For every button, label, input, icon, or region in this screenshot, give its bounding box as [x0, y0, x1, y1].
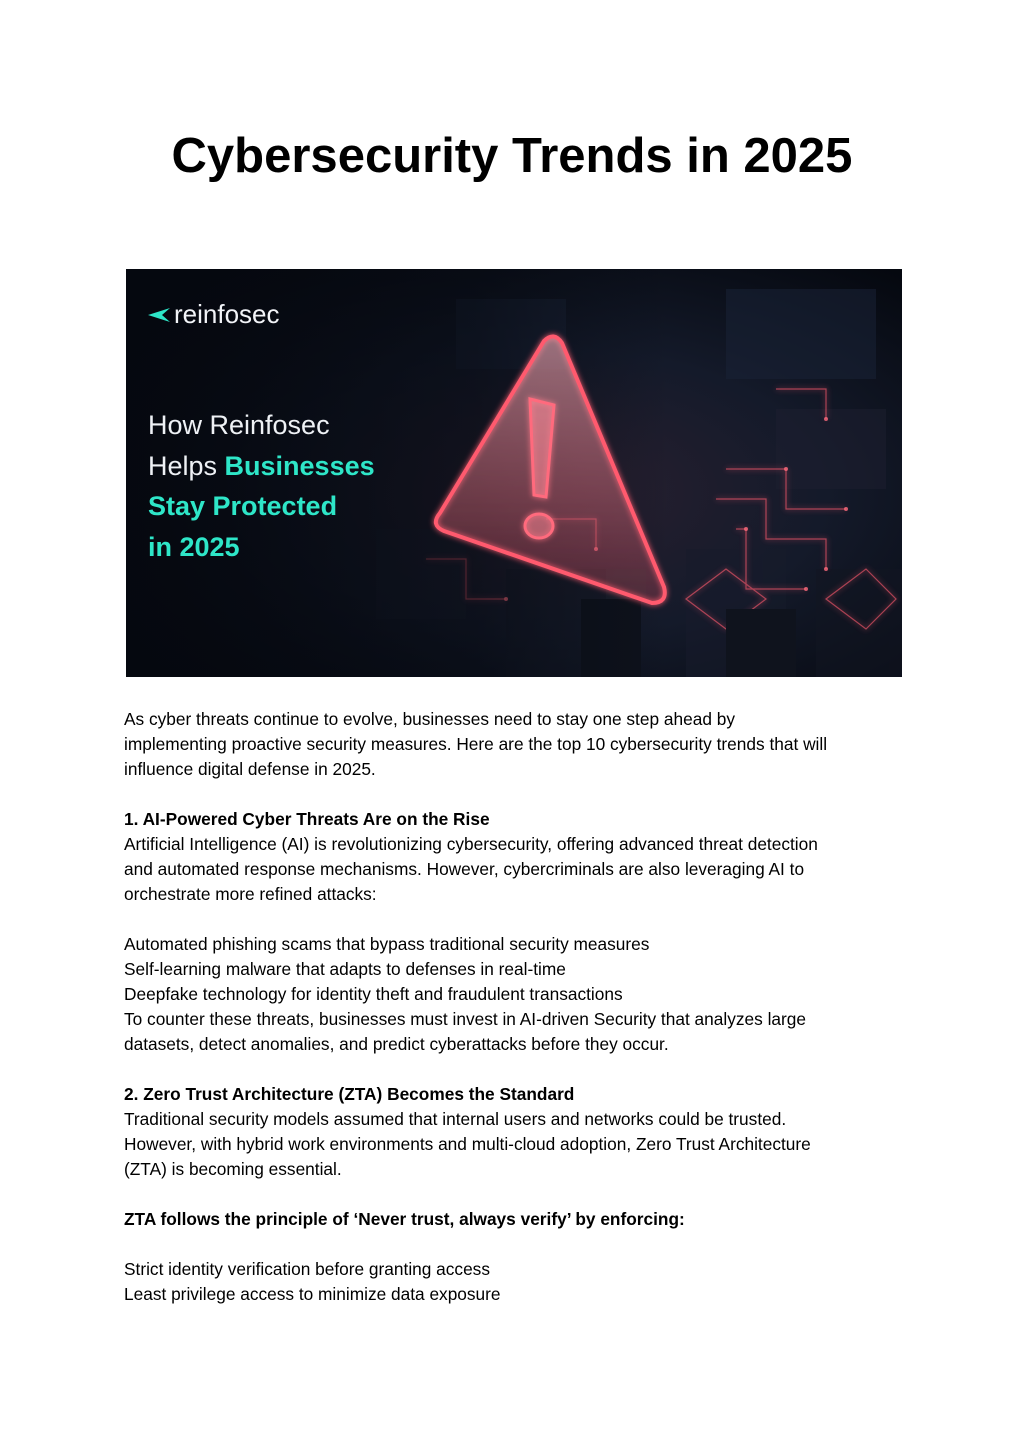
zta-principle: ZTA follows the principle of ‘Never trust, always verify’ by enforcing: [124, 1209, 685, 1229]
headline-line-2-prefix: Helps [148, 450, 225, 481]
section-body-line: datasets, detect anomalies, and predict cyberattacks before they occur. [124, 1034, 669, 1054]
section-heading-zero-trust: 2. Zero Trust Architecture (ZTA) Becomes the Standard [124, 1084, 575, 1104]
headline-line-1: How Reinfosec [148, 410, 330, 440]
page-title: Cybersecurity Trends in 2025 [171, 129, 853, 183]
section-body-line: To counter these threats, businesses must invest in AI-driven Security that analyzes large [124, 1009, 806, 1029]
section-heading-ai-threats: 1. AI-Powered Cyber Threats Are on the Rise [124, 809, 490, 829]
headline-line-4: in 2025 [148, 531, 240, 562]
list-item: Least privilege access to minimize data exposure [124, 1284, 501, 1304]
intro-line: influence digital defense in 2025. [124, 759, 376, 779]
brand-name: reinfosec [174, 299, 280, 329]
list-item: Automated phishing scams that bypass traditional security measures [124, 934, 650, 954]
hero-banner-image [126, 269, 902, 677]
list-item: Self-learning malware that adapts to defenses in real-time [124, 959, 566, 979]
section-body-line: Artificial Intelligence (AI) is revolutionizing cybersecurity, offering advanced threat detection [124, 834, 818, 854]
banner-headline [148, 405, 375, 567]
headline-line-3: Stay Protected [148, 491, 338, 521]
headline-line-2 [148, 446, 375, 487]
brand-arrow-icon [148, 308, 170, 322]
headline-highlight-businesses: Businesses [224, 450, 375, 481]
list-item: Strict identity verification before granting access [124, 1259, 490, 1279]
section-body-line: However, with hybrid work environments and multi-cloud adoption, Zero Trust Architecture [124, 1134, 811, 1154]
section-body-line: Traditional security models assumed that internal users and networks could be trusted. [124, 1109, 787, 1129]
section-body-line: (ZTA) is becoming essential. [124, 1159, 342, 1179]
article-body [124, 707, 914, 1307]
brand-logo [148, 299, 280, 330]
list-item: Deepfake technology for identity theft and fraudulent transactions [124, 984, 623, 1004]
intro-line: implementing proactive security measures. Here are the top 10 cybersecurity trends that will [124, 734, 828, 754]
section-body-line: orchestrate more refined attacks: [124, 884, 377, 904]
intro-line: As cyber threats continue to evolve, businesses need to stay one step ahead by [124, 709, 735, 729]
section-body-line: and automated response mechanisms. However, cybercriminals are also leveraging AI to [124, 859, 805, 879]
